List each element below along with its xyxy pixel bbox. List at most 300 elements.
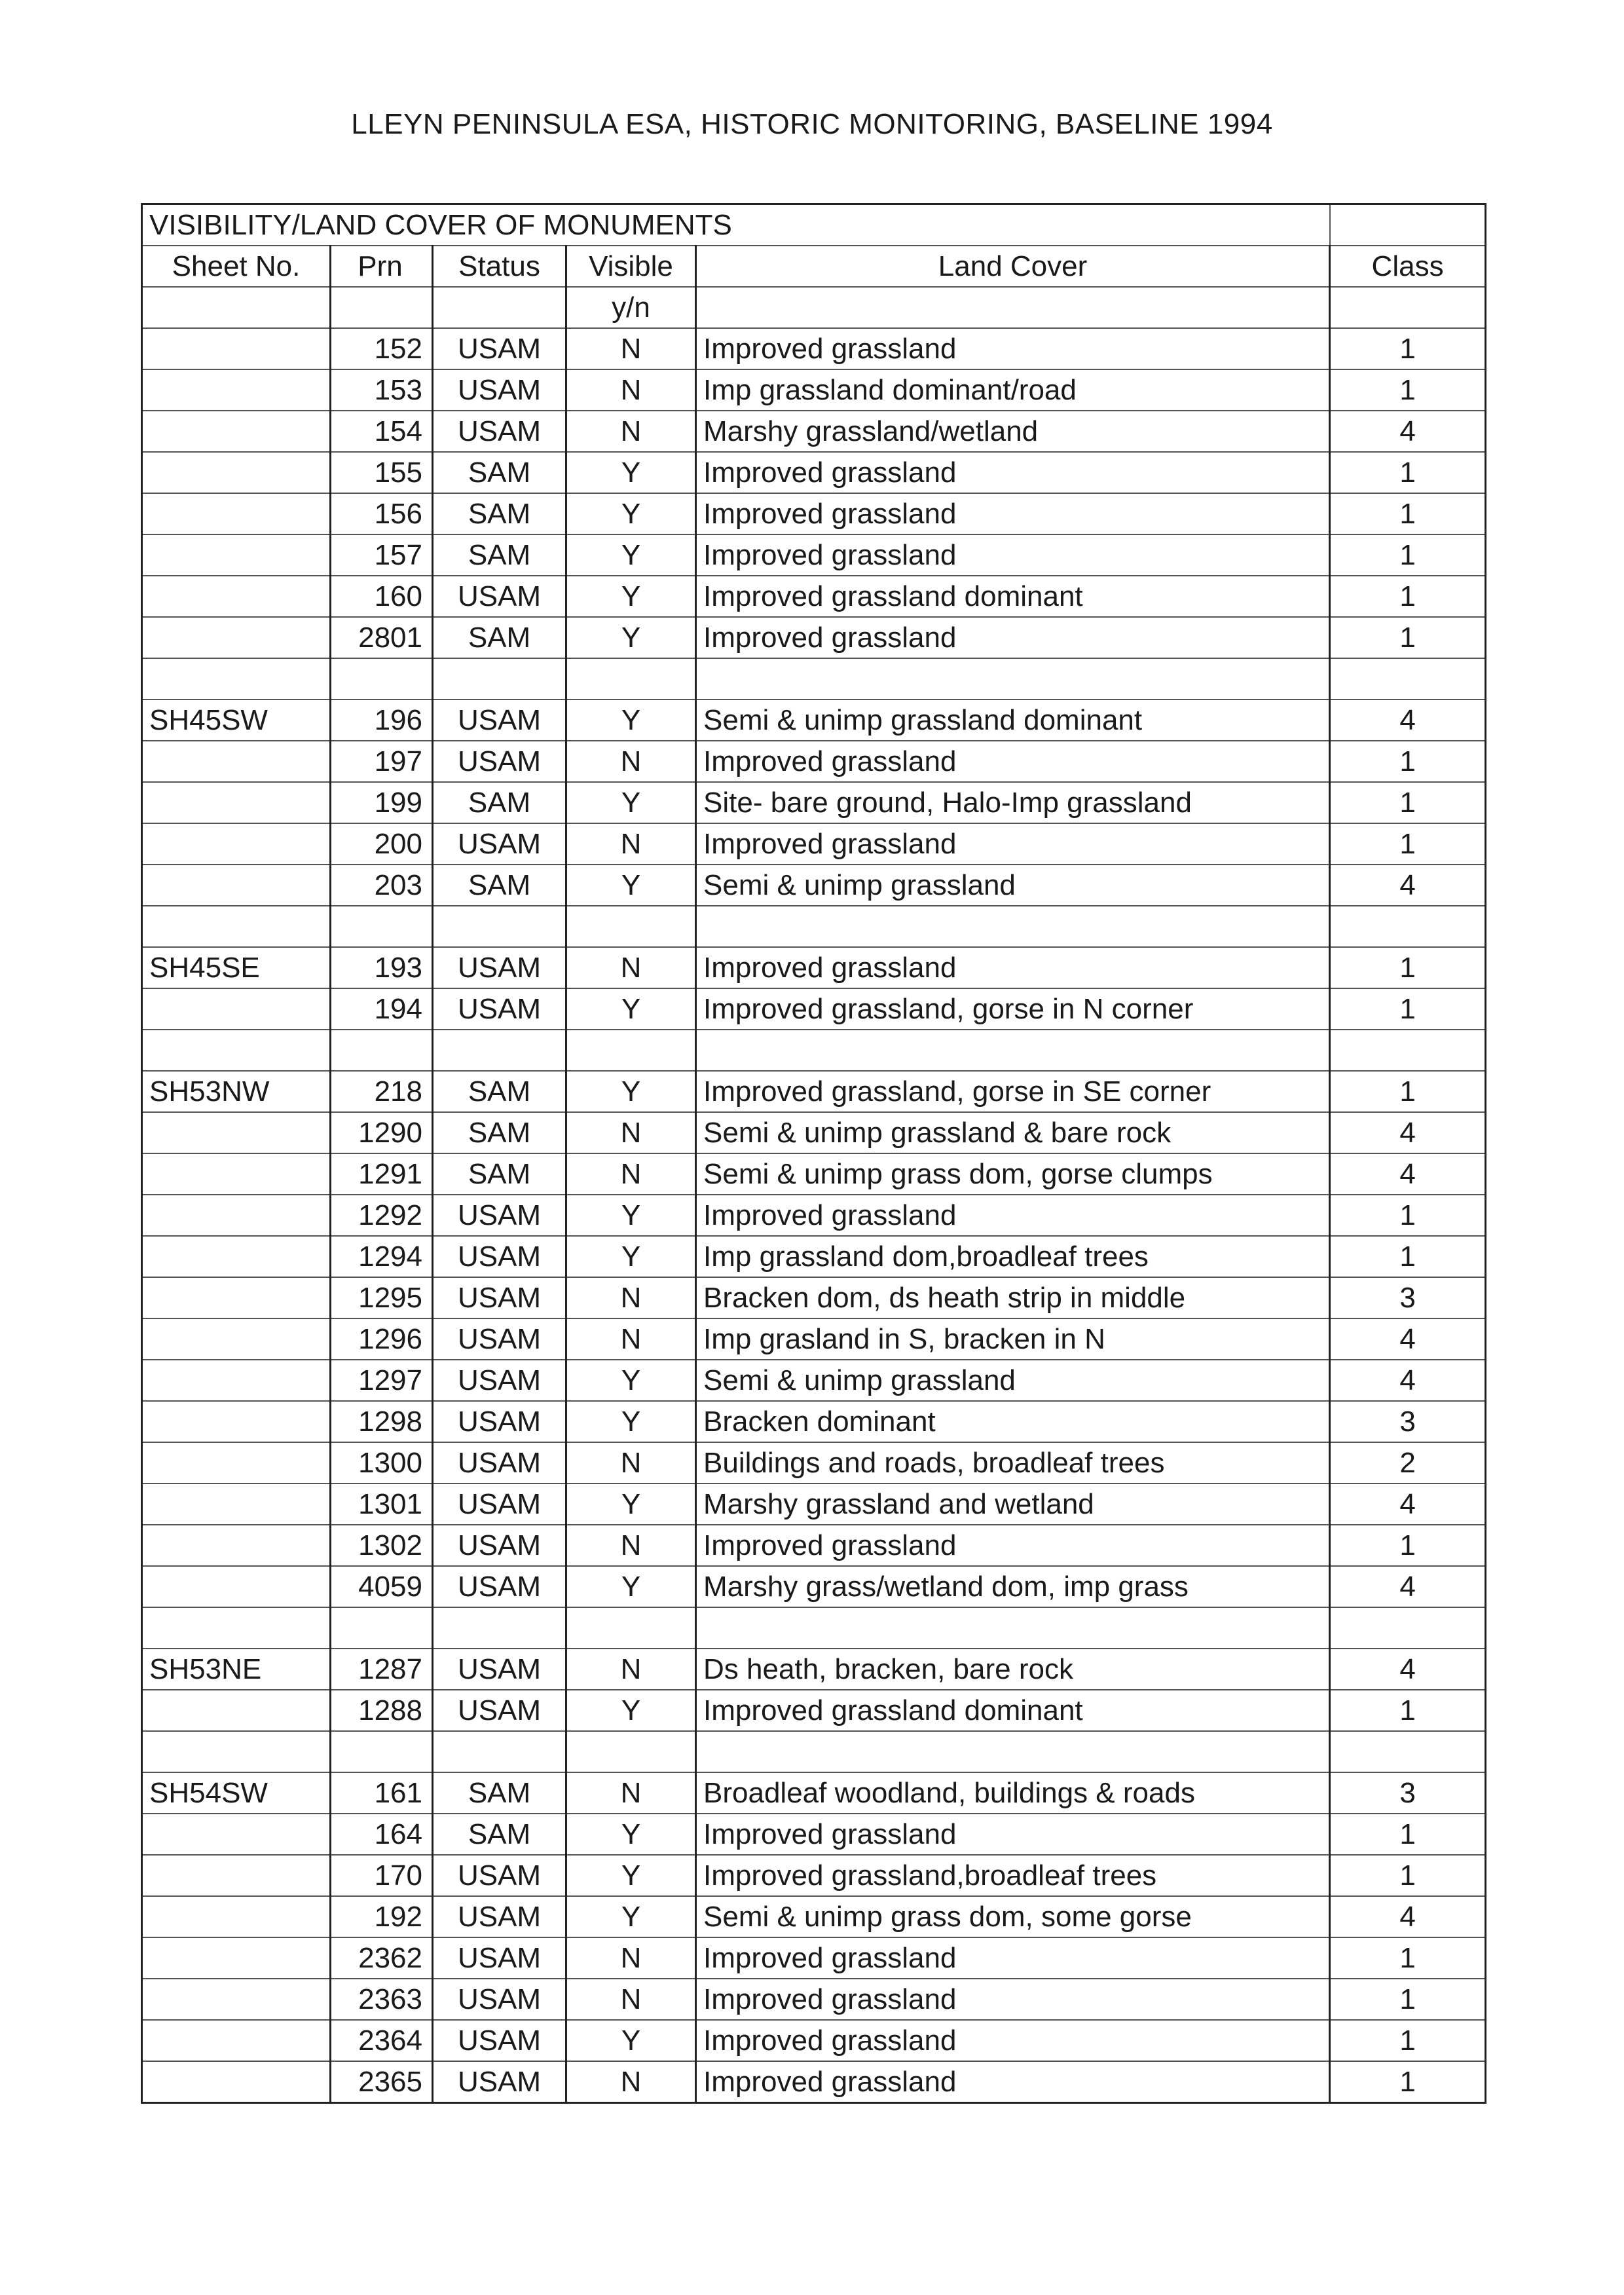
spacer-row [142,1607,1486,1649]
spacer-row [142,1731,1486,1772]
sheet-no-cell [142,617,331,658]
visible-cell: N [566,2061,696,2103]
status-cell: USAM [433,700,566,741]
sheet-no-cell [142,1896,331,1937]
land-cover-cell: Improved grassland [696,452,1330,493]
land-cover-cell: Imp grassland dom,broadleaf trees [696,1236,1330,1277]
class-cell: 1 [1330,1814,1486,1855]
class-cell: 4 [1330,1360,1486,1401]
visible-cell: Y [566,452,696,493]
spacer-cell [1330,1607,1486,1649]
table-row [142,1649,1486,1690]
table-caption-row [142,204,1486,246]
visible-cell: N [566,1112,696,1153]
prn-cell: 157 [331,534,433,576]
status-cell: USAM [433,1195,566,1236]
spacer-cell [331,658,433,700]
class-cell: 1 [1330,1855,1486,1896]
spacer-cell [1330,1030,1486,1071]
class-cell: 1 [1330,452,1486,493]
spacer-cell [696,658,1330,700]
class-cell: 4 [1330,1153,1486,1195]
sheet-no-cell [142,741,331,782]
class-cell: 4 [1330,1112,1486,1153]
table-row [142,452,1486,493]
spacer-cell [1330,658,1486,700]
visible-cell: N [566,1442,696,1483]
sheet-no-cell [142,1566,331,1607]
table-row [142,2020,1486,2061]
spacer-cell [142,658,331,700]
land-cover-cell: Improved grassland [696,534,1330,576]
land-cover-cell: Improved grassland [696,741,1330,782]
class-cell: 1 [1330,1690,1486,1731]
prn-cell: 156 [331,493,433,534]
status-cell: USAM [433,576,566,617]
prn-cell: 164 [331,1814,433,1855]
prn-cell: 160 [331,576,433,617]
prn-cell: 161 [331,1772,433,1814]
table-row [142,1525,1486,1566]
spacer-row [142,906,1486,947]
prn-cell: 1296 [331,1318,433,1360]
status-cell: USAM [433,1483,566,1525]
prn-cell: 192 [331,1896,433,1937]
visible-cell: Y [566,493,696,534]
status-cell: USAM [433,411,566,452]
visible-cell: N [566,1153,696,1195]
status-cell: USAM [433,1937,566,1979]
spacer-cell [696,906,1330,947]
status-cell: SAM [433,493,566,534]
land-cover-cell: Bracken dominant [696,1401,1330,1442]
class-cell: 1 [1330,2020,1486,2061]
sheet-no-cell [142,1937,331,1979]
status-cell: USAM [433,1979,566,2020]
status-cell: USAM [433,328,566,369]
class-cell: 1 [1330,1937,1486,1979]
visible-cell: Y [566,1483,696,1525]
spacer-cell [433,1607,566,1649]
class-cell: 1 [1330,369,1486,411]
sheet-no-cell [142,865,331,906]
land-cover-cell: Bracken dom, ds heath strip in middle [696,1277,1330,1318]
spacer-cell [696,1607,1330,1649]
prn-cell: 197 [331,741,433,782]
table-row [142,1071,1486,1112]
status-cell: USAM [433,2061,566,2103]
spacer-cell [331,1731,433,1772]
subheader-blank [1330,287,1486,328]
prn-cell: 1301 [331,1483,433,1525]
table-row [142,1483,1486,1525]
status-cell: SAM [433,865,566,906]
table-row [142,1401,1486,1442]
visible-cell: Y [566,576,696,617]
land-cover-cell: Improved grassland [696,1979,1330,2020]
class-cell: 3 [1330,1277,1486,1318]
prn-cell: 1298 [331,1401,433,1442]
status-cell: USAM [433,1690,566,1731]
table-row [142,1855,1486,1896]
visible-cell: N [566,823,696,865]
spacer-cell [142,1607,331,1649]
sheet-no-cell: SH45SE [142,947,331,988]
table-row [142,1772,1486,1814]
land-cover-cell: Buildings and roads, broadleaf trees [696,1442,1330,1483]
spacer-cell [142,906,331,947]
land-cover-cell: Improved grassland [696,947,1330,988]
class-cell: 1 [1330,782,1486,823]
prn-cell: 2364 [331,2020,433,2061]
visible-cell: N [566,1525,696,1566]
sheet-no-cell [142,1855,331,1896]
land-cover-cell: Semi & unimp grassland dominant [696,700,1330,741]
sheet-no-cell [142,411,331,452]
status-cell: USAM [433,1360,566,1401]
table-row [142,1814,1486,1855]
land-cover-cell: Imp grassland dominant/road [696,369,1330,411]
prn-cell: 1300 [331,1442,433,1483]
sheet-no-cell [142,2020,331,2061]
header-visible-sub: y/n [566,287,696,328]
class-cell: 1 [1330,823,1486,865]
sheet-no-cell: SH54SW [142,1772,331,1814]
subheader-blank [142,287,331,328]
table-row [142,1195,1486,1236]
land-cover-cell: Improved grassland [696,1195,1330,1236]
spacer-cell [566,906,696,947]
visible-cell: N [566,328,696,369]
prn-cell: 193 [331,947,433,988]
table-body [142,204,1486,2103]
table-row [142,1937,1486,1979]
class-cell: 1 [1330,1525,1486,1566]
status-cell: USAM [433,369,566,411]
prn-cell: 218 [331,1071,433,1112]
table-row [142,1690,1486,1731]
subheader-blank [696,287,1330,328]
visible-cell: N [566,411,696,452]
status-cell: USAM [433,1649,566,1690]
table-row [142,1442,1486,1483]
table-row [142,411,1486,452]
sheet-no-cell [142,1525,331,1566]
land-cover-cell: Imp grasland in S, bracken in N [696,1318,1330,1360]
visible-cell: Y [566,1401,696,1442]
table-row [142,741,1486,782]
page-title: LLEYN PENINSULA ESA, HISTORIC MONITORING, BASELINE 1994 [351,108,1273,140]
table-row [142,1566,1486,1607]
visible-cell: Y [566,1855,696,1896]
header-prn: Prn [331,246,433,287]
spacer-cell [142,1030,331,1071]
prn-cell: 4059 [331,1566,433,1607]
table-row [142,1112,1486,1153]
prn-cell: 203 [331,865,433,906]
table-row [142,369,1486,411]
sheet-no-cell: SH53NW [142,1071,331,1112]
class-cell: 1 [1330,988,1486,1030]
spacer-cell [433,1030,566,1071]
visible-cell: Y [566,1814,696,1855]
visible-cell: N [566,741,696,782]
class-cell: 1 [1330,328,1486,369]
land-cover-cell: Improved grassland [696,617,1330,658]
class-cell: 1 [1330,1195,1486,1236]
prn-cell: 1290 [331,1112,433,1153]
table-header-row [142,246,1486,287]
status-cell: SAM [433,452,566,493]
class-cell: 4 [1330,1318,1486,1360]
table-row [142,328,1486,369]
prn-cell: 153 [331,369,433,411]
header-class: Class [1330,246,1486,287]
table-row [142,576,1486,617]
caption-blank-cell [1330,204,1486,246]
class-cell: 1 [1330,617,1486,658]
sheet-no-cell [142,1112,331,1153]
sheet-no-cell [142,576,331,617]
visible-cell: N [566,1277,696,1318]
visibility-land-cover-table [141,203,1486,2104]
status-cell: USAM [433,1442,566,1483]
sheet-no-cell [142,493,331,534]
prn-cell: 2801 [331,617,433,658]
status-cell: SAM [433,534,566,576]
visible-cell: N [566,1937,696,1979]
sheet-no-cell [142,1277,331,1318]
spacer-row [142,1030,1486,1071]
status-cell: SAM [433,1814,566,1855]
land-cover-cell: Improved grassland [696,493,1330,534]
sheet-no-cell [142,1236,331,1277]
land-cover-cell: Improved grassland [696,328,1330,369]
status-cell: USAM [433,1277,566,1318]
prn-cell: 1291 [331,1153,433,1195]
visible-cell: N [566,369,696,411]
status-cell: USAM [433,988,566,1030]
sheet-no-cell: SH45SW [142,700,331,741]
class-cell: 4 [1330,1649,1486,1690]
table-row [142,1896,1486,1937]
prn-cell: 170 [331,1855,433,1896]
table-row [142,1979,1486,2020]
land-cover-cell: Improved grassland [696,1937,1330,1979]
spacer-cell [331,906,433,947]
sheet-no-cell [142,452,331,493]
visible-cell: N [566,947,696,988]
visible-cell: Y [566,1236,696,1277]
visible-cell: Y [566,2020,696,2061]
land-cover-cell: Improved grassland, gorse in N corner [696,988,1330,1030]
visible-cell: Y [566,1195,696,1236]
sheet-no-cell [142,1401,331,1442]
table-row [142,1153,1486,1195]
subheader-blank [331,287,433,328]
sheet-no-cell [142,1360,331,1401]
spacer-cell [696,1731,1330,1772]
land-cover-cell: Improved grassland, gorse in SE corner [696,1071,1330,1112]
land-cover-cell: Semi & unimp grass dom, some gorse [696,1896,1330,1937]
spacer-cell [566,1030,696,1071]
prn-cell: 152 [331,328,433,369]
prn-cell: 154 [331,411,433,452]
table-row [142,947,1486,988]
class-cell: 1 [1330,1979,1486,2020]
table-row [142,700,1486,741]
land-cover-cell: Improved grassland [696,2061,1330,2103]
sheet-no-cell [142,1690,331,1731]
header-visible: Visible [566,246,696,287]
prn-cell: 2363 [331,1979,433,2020]
land-cover-cell: Marshy grassland and wetland [696,1483,1330,1525]
sheet-no-cell [142,823,331,865]
status-cell: USAM [433,1236,566,1277]
class-cell: 4 [1330,411,1486,452]
prn-cell: 1302 [331,1525,433,1566]
table-row [142,1318,1486,1360]
prn-cell: 194 [331,988,433,1030]
prn-cell: 2365 [331,2061,433,2103]
spacer-cell [142,1731,331,1772]
land-cover-cell: Improved grassland dominant [696,576,1330,617]
visible-cell: Y [566,617,696,658]
table-row [142,493,1486,534]
status-cell: USAM [433,947,566,988]
table-row [142,2061,1486,2103]
class-cell: 4 [1330,865,1486,906]
table-row [142,865,1486,906]
sheet-no-cell [142,328,331,369]
spacer-cell [566,658,696,700]
class-cell: 1 [1330,1236,1486,1277]
sheet-no-cell [142,1153,331,1195]
visible-cell: Y [566,1566,696,1607]
status-cell: SAM [433,782,566,823]
visible-cell: Y [566,1690,696,1731]
visible-cell: Y [566,1071,696,1112]
visible-cell: Y [566,865,696,906]
sheet-no-cell [142,1195,331,1236]
class-cell: 4 [1330,700,1486,741]
status-cell: USAM [433,1401,566,1442]
class-cell: 1 [1330,2061,1486,2103]
sheet-no-cell [142,1814,331,1855]
table-row [142,534,1486,576]
status-cell: SAM [433,1772,566,1814]
table-row [142,1236,1486,1277]
visible-cell: Y [566,700,696,741]
land-cover-cell: Semi & unimp grassland & bare rock [696,1112,1330,1153]
header-sheet-no: Sheet No. [142,246,331,287]
spacer-cell [331,1030,433,1071]
prn-cell: 1294 [331,1236,433,1277]
visible-cell: Y [566,988,696,1030]
prn-cell: 1287 [331,1649,433,1690]
land-cover-cell: Improved grassland [696,1814,1330,1855]
spacer-cell [696,1030,1330,1071]
prn-cell: 1288 [331,1690,433,1731]
status-cell: USAM [433,2020,566,2061]
land-cover-cell: Ds heath, bracken, bare rock [696,1649,1330,1690]
land-cover-cell: Broadleaf woodland, buildings & roads [696,1772,1330,1814]
sheet-no-cell [142,1483,331,1525]
land-cover-cell: Semi & unimp grassland [696,1360,1330,1401]
table-row [142,1277,1486,1318]
spacer-cell [433,906,566,947]
spacer-cell [566,1731,696,1772]
visible-cell: N [566,1772,696,1814]
prn-cell: 1297 [331,1360,433,1401]
visible-cell: Y [566,1360,696,1401]
sheet-no-cell [142,988,331,1030]
land-cover-cell: Semi & unimp grassland [696,865,1330,906]
status-cell: SAM [433,1112,566,1153]
table-row [142,823,1486,865]
sheet-no-cell [142,1318,331,1360]
status-cell: USAM [433,741,566,782]
prn-cell: 2362 [331,1937,433,1979]
spacer-cell [433,658,566,700]
status-cell: USAM [433,1566,566,1607]
class-cell: 4 [1330,1896,1486,1937]
class-cell: 1 [1330,741,1486,782]
table-row [142,617,1486,658]
class-cell: 3 [1330,1772,1486,1814]
spacer-cell [433,1731,566,1772]
prn-cell: 1292 [331,1195,433,1236]
class-cell: 3 [1330,1401,1486,1442]
spacer-cell [566,1607,696,1649]
table-row [142,988,1486,1030]
land-cover-cell: Improved grassland,broadleaf trees [696,1855,1330,1896]
land-cover-cell: Site- bare ground, Halo-Imp grassland [696,782,1330,823]
visible-cell: N [566,1649,696,1690]
sheet-no-cell: SH53NE [142,1649,331,1690]
prn-cell: 196 [331,700,433,741]
table-row [142,782,1486,823]
visible-cell: N [566,1979,696,2020]
prn-cell: 155 [331,452,433,493]
class-cell: 1 [1330,1071,1486,1112]
class-cell: 1 [1330,534,1486,576]
visible-cell: Y [566,782,696,823]
status-cell: USAM [433,823,566,865]
sheet-no-cell [142,534,331,576]
class-cell: 1 [1330,493,1486,534]
prn-cell: 200 [331,823,433,865]
spacer-cell [1330,1731,1486,1772]
land-cover-cell: Improved grassland [696,823,1330,865]
land-cover-cell: Marshy grass/wetland dom, imp grass [696,1566,1330,1607]
sheet-no-cell [142,782,331,823]
prn-cell: 1295 [331,1277,433,1318]
land-cover-cell: Improved grassland [696,2020,1330,2061]
sheet-no-cell [142,369,331,411]
sheet-no-cell [142,2061,331,2103]
visible-cell: Y [566,1896,696,1937]
class-cell: 1 [1330,576,1486,617]
status-cell: SAM [433,1153,566,1195]
table-row [142,1360,1486,1401]
spacer-row [142,658,1486,700]
header-status: Status [433,246,566,287]
status-cell: USAM [433,1855,566,1896]
visible-cell: N [566,1318,696,1360]
class-cell: 1 [1330,947,1486,988]
status-cell: SAM [433,1071,566,1112]
